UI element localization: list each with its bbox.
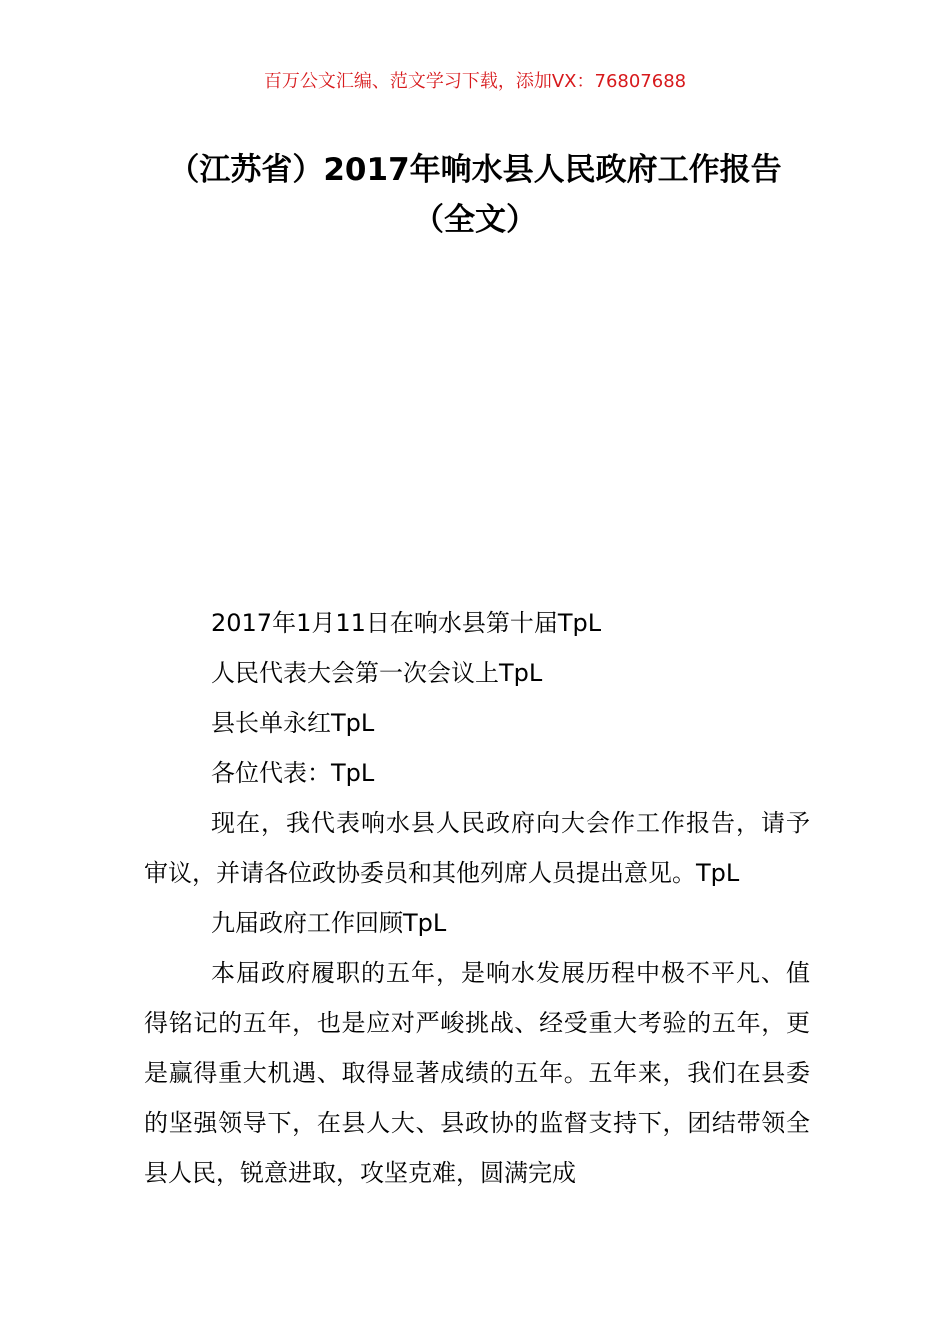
paragraph-section-heading: 九届政府工作回顾TpL	[211, 909, 447, 937]
paragraph-intro: 现在，我代表响水县人民政府向大会作工作报告，请予审议，并请各位政协委员和其他列席人员提出意见。TpL	[144, 809, 810, 887]
paragraph-date: 2017年1月11日在响水县第十届TpL	[211, 609, 602, 637]
paragraph-speaker: 县长单永红TpL	[211, 709, 375, 737]
document-body	[144, 598, 810, 1198]
paragraph-review: 本届政府履职的五年，是响水发展历程中极不平凡、值得铭记的五年，也是应对严峻挑战、经受重大考验的五年，更是赢得重大机遇、取得显著成绩的五年。五年来，我们在县委的坚强领导下，在县人大、县政协的监督支持下，团结带领全县人民，锐意进取，攻坚克难，圆满完成	[144, 959, 810, 1187]
paragraph-salutation: 各位代表：TpL	[211, 759, 375, 787]
document-title: （江苏省）2017年响水县人民政府工作报告（全文）	[168, 152, 782, 238]
paragraph-meeting: 人民代表大会第一次会议上TpL	[211, 659, 543, 687]
header-promo-note: 百万公文汇编、范文学习下载，添加VX：76807688	[263, 71, 687, 92]
